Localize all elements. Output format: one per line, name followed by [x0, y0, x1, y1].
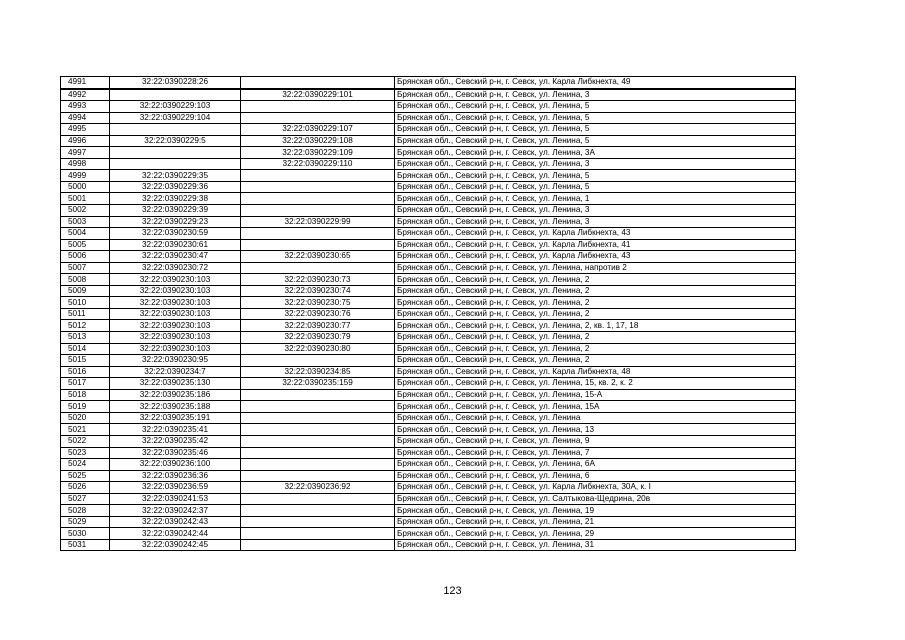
address-cell: Брянская обл., Севский р-н, г. Севск, ул. Ленина, 3А: [395, 147, 796, 159]
address-cell: Брянская обл., Севский р-н, г. Севск, ул. Ленина, 7: [395, 447, 796, 459]
address-cell: Брянская обл., Севский р-н, г. Севск, ул. Карла Либкнехта, 41: [395, 239, 796, 251]
address-cell: Брянская обл., Севский р-н, г. Севск, ул. Ленина, 31: [395, 539, 796, 551]
cadastral-number-cell: 32:22:0390229:103: [110, 101, 241, 113]
address-cell: Брянская обл., Севский р-н, г. Севск, ул. Ленина, 2: [395, 332, 796, 344]
row-number-cell: 4993: [61, 101, 110, 113]
row-number-cell: 5002: [61, 205, 110, 217]
table-row: [61, 147, 796, 159]
cadastral-number-secondary-cell: 32:22:0390230:65: [241, 251, 395, 263]
cadastral-number-cell: 32:22:0390230:103: [110, 332, 241, 344]
address-cell: Брянская обл., Севский р-н, г. Севск, ул. Карла Либкнехта, 30А, к. I: [395, 482, 796, 494]
address-cell: Брянская обл., Севский р-н, г. Севск, ул. Ленина, 9: [395, 435, 796, 447]
table-row: [61, 77, 796, 89]
table-row: [61, 101, 796, 113]
table-row: [61, 493, 796, 505]
table-row: [61, 355, 796, 367]
cadastral-number-secondary-cell: [241, 389, 395, 401]
address-cell: Брянская обл., Севский р-н, г. Севск, ул. Ленина, 3: [395, 158, 796, 170]
cadastral-number-cell: 32:22:0390230:103: [110, 285, 241, 297]
cadastral-number-secondary-cell: [241, 77, 395, 89]
cadastral-number-secondary-cell: [241, 516, 395, 528]
row-number-cell: 5005: [61, 239, 110, 251]
table-row: [61, 205, 796, 217]
address-cell: Брянская обл., Севский р-н, г. Севск, ул. Ленина, 3: [395, 89, 796, 101]
registry-table: [60, 76, 796, 551]
table-row: [61, 262, 796, 274]
cadastral-number-cell: 32:22:0390230:95: [110, 355, 241, 367]
address-cell: Брянская обл., Севский р-н, г. Севск, ул. Ленина, напротив 2: [395, 262, 796, 274]
table-row: [61, 424, 796, 436]
table-row: [61, 332, 796, 344]
cadastral-number-secondary-cell: [241, 193, 395, 205]
cadastral-number-secondary-cell: [241, 493, 395, 505]
row-number-cell: 5022: [61, 435, 110, 447]
cadastral-number-secondary-cell: 32:22:0390229:110: [241, 158, 395, 170]
cadastral-number-cell: 32:22:0390235:191: [110, 412, 241, 424]
cadastral-number-cell: 32:22:0390229:38: [110, 193, 241, 205]
table-row: [61, 135, 796, 147]
address-cell: Брянская обл., Севский р-н, г. Севск, ул. Ленина, 6А: [395, 459, 796, 471]
cadastral-number-secondary-cell: 32:22:0390230:76: [241, 308, 395, 320]
cadastral-number-secondary-cell: [241, 181, 395, 193]
table-row: [61, 447, 796, 459]
cadastral-number-cell: 32:22:0390230:47: [110, 251, 241, 263]
table-row: [61, 297, 796, 309]
cadastral-number-secondary-cell: [241, 435, 395, 447]
cadastral-number-secondary-cell: 32:22:0390230:80: [241, 343, 395, 355]
cadastral-number-cell: [110, 158, 241, 170]
cadastral-number-cell: 32:22:0390235:46: [110, 447, 241, 459]
address-cell: Брянская обл., Севский р-н, г. Севск, ул. Карла Либкнехта, 48: [395, 366, 796, 378]
cadastral-number-secondary-cell: 32:22:0390235:159: [241, 378, 395, 390]
table-row: [61, 124, 796, 136]
address-cell: Брянская обл., Севский р-н, г. Севск, ул. Ленина, 5: [395, 170, 796, 182]
cadastral-number-secondary-cell: [241, 101, 395, 113]
row-number-cell: 5020: [61, 412, 110, 424]
cadastral-number-secondary-cell: [241, 528, 395, 540]
cadastral-number-secondary-cell: [241, 170, 395, 182]
table-row: [61, 516, 796, 528]
address-cell: Брянская обл., Севский р-н, г. Севск, ул. Ленина, 15, кв. 2, к. 2: [395, 378, 796, 390]
cadastral-number-secondary-cell: 32:22:0390236:92: [241, 482, 395, 494]
row-number-cell: 5006: [61, 251, 110, 263]
row-number-cell: 5001: [61, 193, 110, 205]
row-number-cell: 4994: [61, 112, 110, 124]
cadastral-number-secondary-cell: 32:22:0390229:108: [241, 135, 395, 147]
address-cell: Брянская обл., Севский р-н, г. Севск, ул. Ленина, 2: [395, 274, 796, 286]
row-number-cell: 5024: [61, 459, 110, 471]
cadastral-number-cell: 32:22:0390235:41: [110, 424, 241, 436]
table-row: [61, 181, 796, 193]
address-cell: Брянская обл., Севский р-н, г. Севск, ул. Ленина, 2: [395, 308, 796, 320]
cadastral-number-secondary-cell: [241, 424, 395, 436]
address-cell: Брянская обл., Севский р-н, г. Севск, ул. Ленина, 2: [395, 355, 796, 367]
table-row: [61, 539, 796, 551]
row-number-cell: 5015: [61, 355, 110, 367]
address-cell: Брянская обл., Севский р-н, г. Севск, ул. Ленина, 15А: [395, 401, 796, 413]
row-number-cell: 5004: [61, 228, 110, 240]
row-number-cell: 5030: [61, 528, 110, 540]
table-row: [61, 251, 796, 263]
row-number-cell: 5017: [61, 378, 110, 390]
table-row: [61, 401, 796, 413]
address-cell: Брянская обл., Севский р-н, г. Севск, ул. Ленина, 2: [395, 297, 796, 309]
table-row: [61, 435, 796, 447]
table-row: [61, 459, 796, 471]
cadastral-number-cell: 32:22:0390235:42: [110, 435, 241, 447]
cadastral-number-secondary-cell: [241, 505, 395, 517]
cadastral-number-secondary-cell: 32:22:0390230:74: [241, 285, 395, 297]
cadastral-number-cell: 32:22:0390242:44: [110, 528, 241, 540]
table-row: [61, 193, 796, 205]
cadastral-number-secondary-cell: 32:22:0390230:77: [241, 320, 395, 332]
address-cell: Брянская обл., Севский р-н, г. Севск, ул. Карла Либкнехта, 43: [395, 228, 796, 240]
page-number: 123: [443, 585, 462, 597]
row-number-cell: 5013: [61, 332, 110, 344]
table-row: [61, 158, 796, 170]
row-number-cell: 5031: [61, 539, 110, 551]
cadastral-number-secondary-cell: [241, 412, 395, 424]
cadastral-number-cell: 32:22:0390230:59: [110, 228, 241, 240]
address-cell: Брянская обл., Севский р-н, г. Севск, ул. Карла Либкнехта, 43: [395, 251, 796, 263]
cadastral-number-cell: 32:22:0390235:130: [110, 378, 241, 390]
address-cell: Брянская обл., Севский р-н, г. Севск, ул. Ленина, 5: [395, 135, 796, 147]
address-cell: Брянская обл., Севский р-н, г. Севск, ул. Салтыкова-Щедрина, 20в: [395, 493, 796, 505]
cadastral-number-cell: 32:22:0390230:103: [110, 308, 241, 320]
cadastral-number-secondary-cell: [241, 355, 395, 367]
row-number-cell: 5021: [61, 424, 110, 436]
cadastral-number-cell: 32:22:0390229:35: [110, 170, 241, 182]
cadastral-number-secondary-cell: 32:22:0390230:79: [241, 332, 395, 344]
cadastral-number-secondary-cell: 32:22:0390230:75: [241, 297, 395, 309]
address-cell: Брянская обл., Севский р-н, г. Севск, ул. Ленина, 3: [395, 216, 796, 228]
cadastral-number-secondary-cell: 32:22:0390230:73: [241, 274, 395, 286]
address-cell: Брянская обл., Севский р-н, г. Севск, ул. Ленина, 6: [395, 470, 796, 482]
row-number-cell: 5012: [61, 320, 110, 332]
row-number-cell: 5014: [61, 343, 110, 355]
address-cell: Брянская обл., Севский р-н, г. Севск, ул. Ленина, 2, кв. 1, 17, 18: [395, 320, 796, 332]
row-number-cell: 4997: [61, 147, 110, 159]
table-row: [61, 89, 796, 101]
cadastral-number-cell: [110, 89, 241, 101]
cadastral-number-secondary-cell: 32:22:0390229:99: [241, 216, 395, 228]
row-number-cell: 4998: [61, 158, 110, 170]
table-row: [61, 389, 796, 401]
cadastral-number-secondary-cell: [241, 205, 395, 217]
cadastral-number-cell: 32:22:0390229:104: [110, 112, 241, 124]
row-number-cell: 5027: [61, 493, 110, 505]
table-row: [61, 482, 796, 494]
cadastral-number-secondary-cell: [241, 470, 395, 482]
address-cell: Брянская обл., Севский р-н, г. Севск, ул. Ленина, 15-А: [395, 389, 796, 401]
row-number-cell: 5010: [61, 297, 110, 309]
address-cell: Брянская обл., Севский р-н, г. Севск, ул. Ленина, 5: [395, 101, 796, 113]
cadastral-number-cell: 32:22:0390235:186: [110, 389, 241, 401]
row-number-cell: 5018: [61, 389, 110, 401]
address-cell: Брянская обл., Севский р-н, г. Севск, ул. Ленина, 13: [395, 424, 796, 436]
table-row: [61, 366, 796, 378]
cadastral-number-secondary-cell: [241, 459, 395, 471]
address-cell: Брянская обл., Севский р-н, г. Севск, ул. Ленина, 5: [395, 181, 796, 193]
cadastral-number-secondary-cell: [241, 262, 395, 274]
address-cell: Брянская обл., Севский р-н, г. Севск, ул. Ленина, 1: [395, 193, 796, 205]
cadastral-number-cell: [110, 147, 241, 159]
table-row: [61, 216, 796, 228]
cadastral-number-cell: 32:22:0390228:26: [110, 77, 241, 89]
row-number-cell: 5007: [61, 262, 110, 274]
address-cell: Брянская обл., Севский р-н, г. Севск, ул. Ленина, 5: [395, 112, 796, 124]
table-row: [61, 239, 796, 251]
cadastral-number-secondary-cell: [241, 112, 395, 124]
table-row: [61, 112, 796, 124]
row-number-cell: 5011: [61, 308, 110, 320]
cadastral-number-cell: 32:22:0390229:36: [110, 181, 241, 193]
row-number-cell: 5003: [61, 216, 110, 228]
cadastral-number-cell: 32:22:0390234:7: [110, 366, 241, 378]
cadastral-number-cell: 32:22:0390241:53: [110, 493, 241, 505]
row-number-cell: 4995: [61, 124, 110, 136]
table-row: [61, 470, 796, 482]
cadastral-number-secondary-cell: [241, 539, 395, 551]
cadastral-number-secondary-cell: [241, 228, 395, 240]
row-number-cell: 5023: [61, 447, 110, 459]
address-cell: Брянская обл., Севский р-н, г. Севск, ул. Ленина, 5: [395, 124, 796, 136]
row-number-cell: 5016: [61, 366, 110, 378]
table-row: [61, 412, 796, 424]
table-row: [61, 285, 796, 297]
table-row: [61, 228, 796, 240]
cadastral-number-cell: 32:22:0390242:43: [110, 516, 241, 528]
row-number-cell: 5008: [61, 274, 110, 286]
address-cell: Брянская обл., Севский р-н, г. Севск, ул. Ленина, 19: [395, 505, 796, 517]
row-number-cell: 5009: [61, 285, 110, 297]
cadastral-number-secondary-cell: 32:22:0390234:85: [241, 366, 395, 378]
table-row: [61, 170, 796, 182]
address-cell: Брянская обл., Севский р-н, г. Севск, ул. Ленина, 3: [395, 205, 796, 217]
row-number-cell: 5025: [61, 470, 110, 482]
address-cell: Брянская обл., Севский р-н, г. Севск, ул. Ленина, 2: [395, 343, 796, 355]
row-number-cell: 4999: [61, 170, 110, 182]
cadastral-number-cell: 32:22:0390236:36: [110, 470, 241, 482]
cadastral-number-cell: 32:22:0390236:100: [110, 459, 241, 471]
table-row: [61, 308, 796, 320]
cadastral-number-cell: 32:22:0390229:39: [110, 205, 241, 217]
cadastral-number-cell: 32:22:0390230:72: [110, 262, 241, 274]
cadastral-number-secondary-cell: [241, 447, 395, 459]
cadastral-number-cell: 32:22:0390230:103: [110, 274, 241, 286]
row-number-cell: 5029: [61, 516, 110, 528]
cadastral-number-secondary-cell: 32:22:0390229:109: [241, 147, 395, 159]
address-cell: Брянская обл., Севский р-н, г. Севск, ул. Ленина, 21: [395, 516, 796, 528]
row-number-cell: 4996: [61, 135, 110, 147]
cadastral-number-cell: 32:22:0390230:103: [110, 320, 241, 332]
table-row: [61, 320, 796, 332]
cadastral-number-secondary-cell: 32:22:0390229:107: [241, 124, 395, 136]
row-number-cell: 5000: [61, 181, 110, 193]
cadastral-number-cell: 32:22:0390229:5: [110, 135, 241, 147]
cadastral-number-cell: 32:22:0390242:37: [110, 505, 241, 517]
table-row: [61, 274, 796, 286]
cadastral-number-cell: 32:22:0390229:23: [110, 216, 241, 228]
cadastral-number-cell: 32:22:0390230:103: [110, 297, 241, 309]
cadastral-number-cell: 32:22:0390230:103: [110, 343, 241, 355]
table-row: [61, 343, 796, 355]
address-cell: Брянская обл., Севский р-н, г. Севск, ул. Ленина: [395, 412, 796, 424]
cadastral-number-cell: [110, 124, 241, 136]
address-cell: Брянская обл., Севский р-н, г. Севск, ул. Ленина, 29: [395, 528, 796, 540]
cadastral-number-secondary-cell: [241, 401, 395, 413]
row-number-cell: 4991: [61, 77, 110, 89]
row-number-cell: 5028: [61, 505, 110, 517]
row-number-cell: 4992: [61, 89, 110, 101]
row-number-cell: 5019: [61, 401, 110, 413]
table-row: [61, 505, 796, 517]
cadastral-number-cell: 32:22:0390230:61: [110, 239, 241, 251]
cadastral-number-secondary-cell: 32:22:0390229:101: [241, 89, 395, 101]
table-row: [61, 378, 796, 390]
table-row: [61, 528, 796, 540]
cadastral-number-cell: 32:22:0390235:188: [110, 401, 241, 413]
row-number-cell: 5026: [61, 482, 110, 494]
address-cell: Брянская обл., Севский р-н, г. Севск, ул. Ленина, 2: [395, 285, 796, 297]
registry-table-body: [61, 77, 796, 551]
cadastral-number-cell: 32:22:0390242:45: [110, 539, 241, 551]
cadastral-number-secondary-cell: [241, 239, 395, 251]
address-cell: Брянская обл., Севский р-н, г. Севск, ул. Карла Либкнехта, 49: [395, 77, 796, 89]
cadastral-number-cell: 32:22:0390236:59: [110, 482, 241, 494]
